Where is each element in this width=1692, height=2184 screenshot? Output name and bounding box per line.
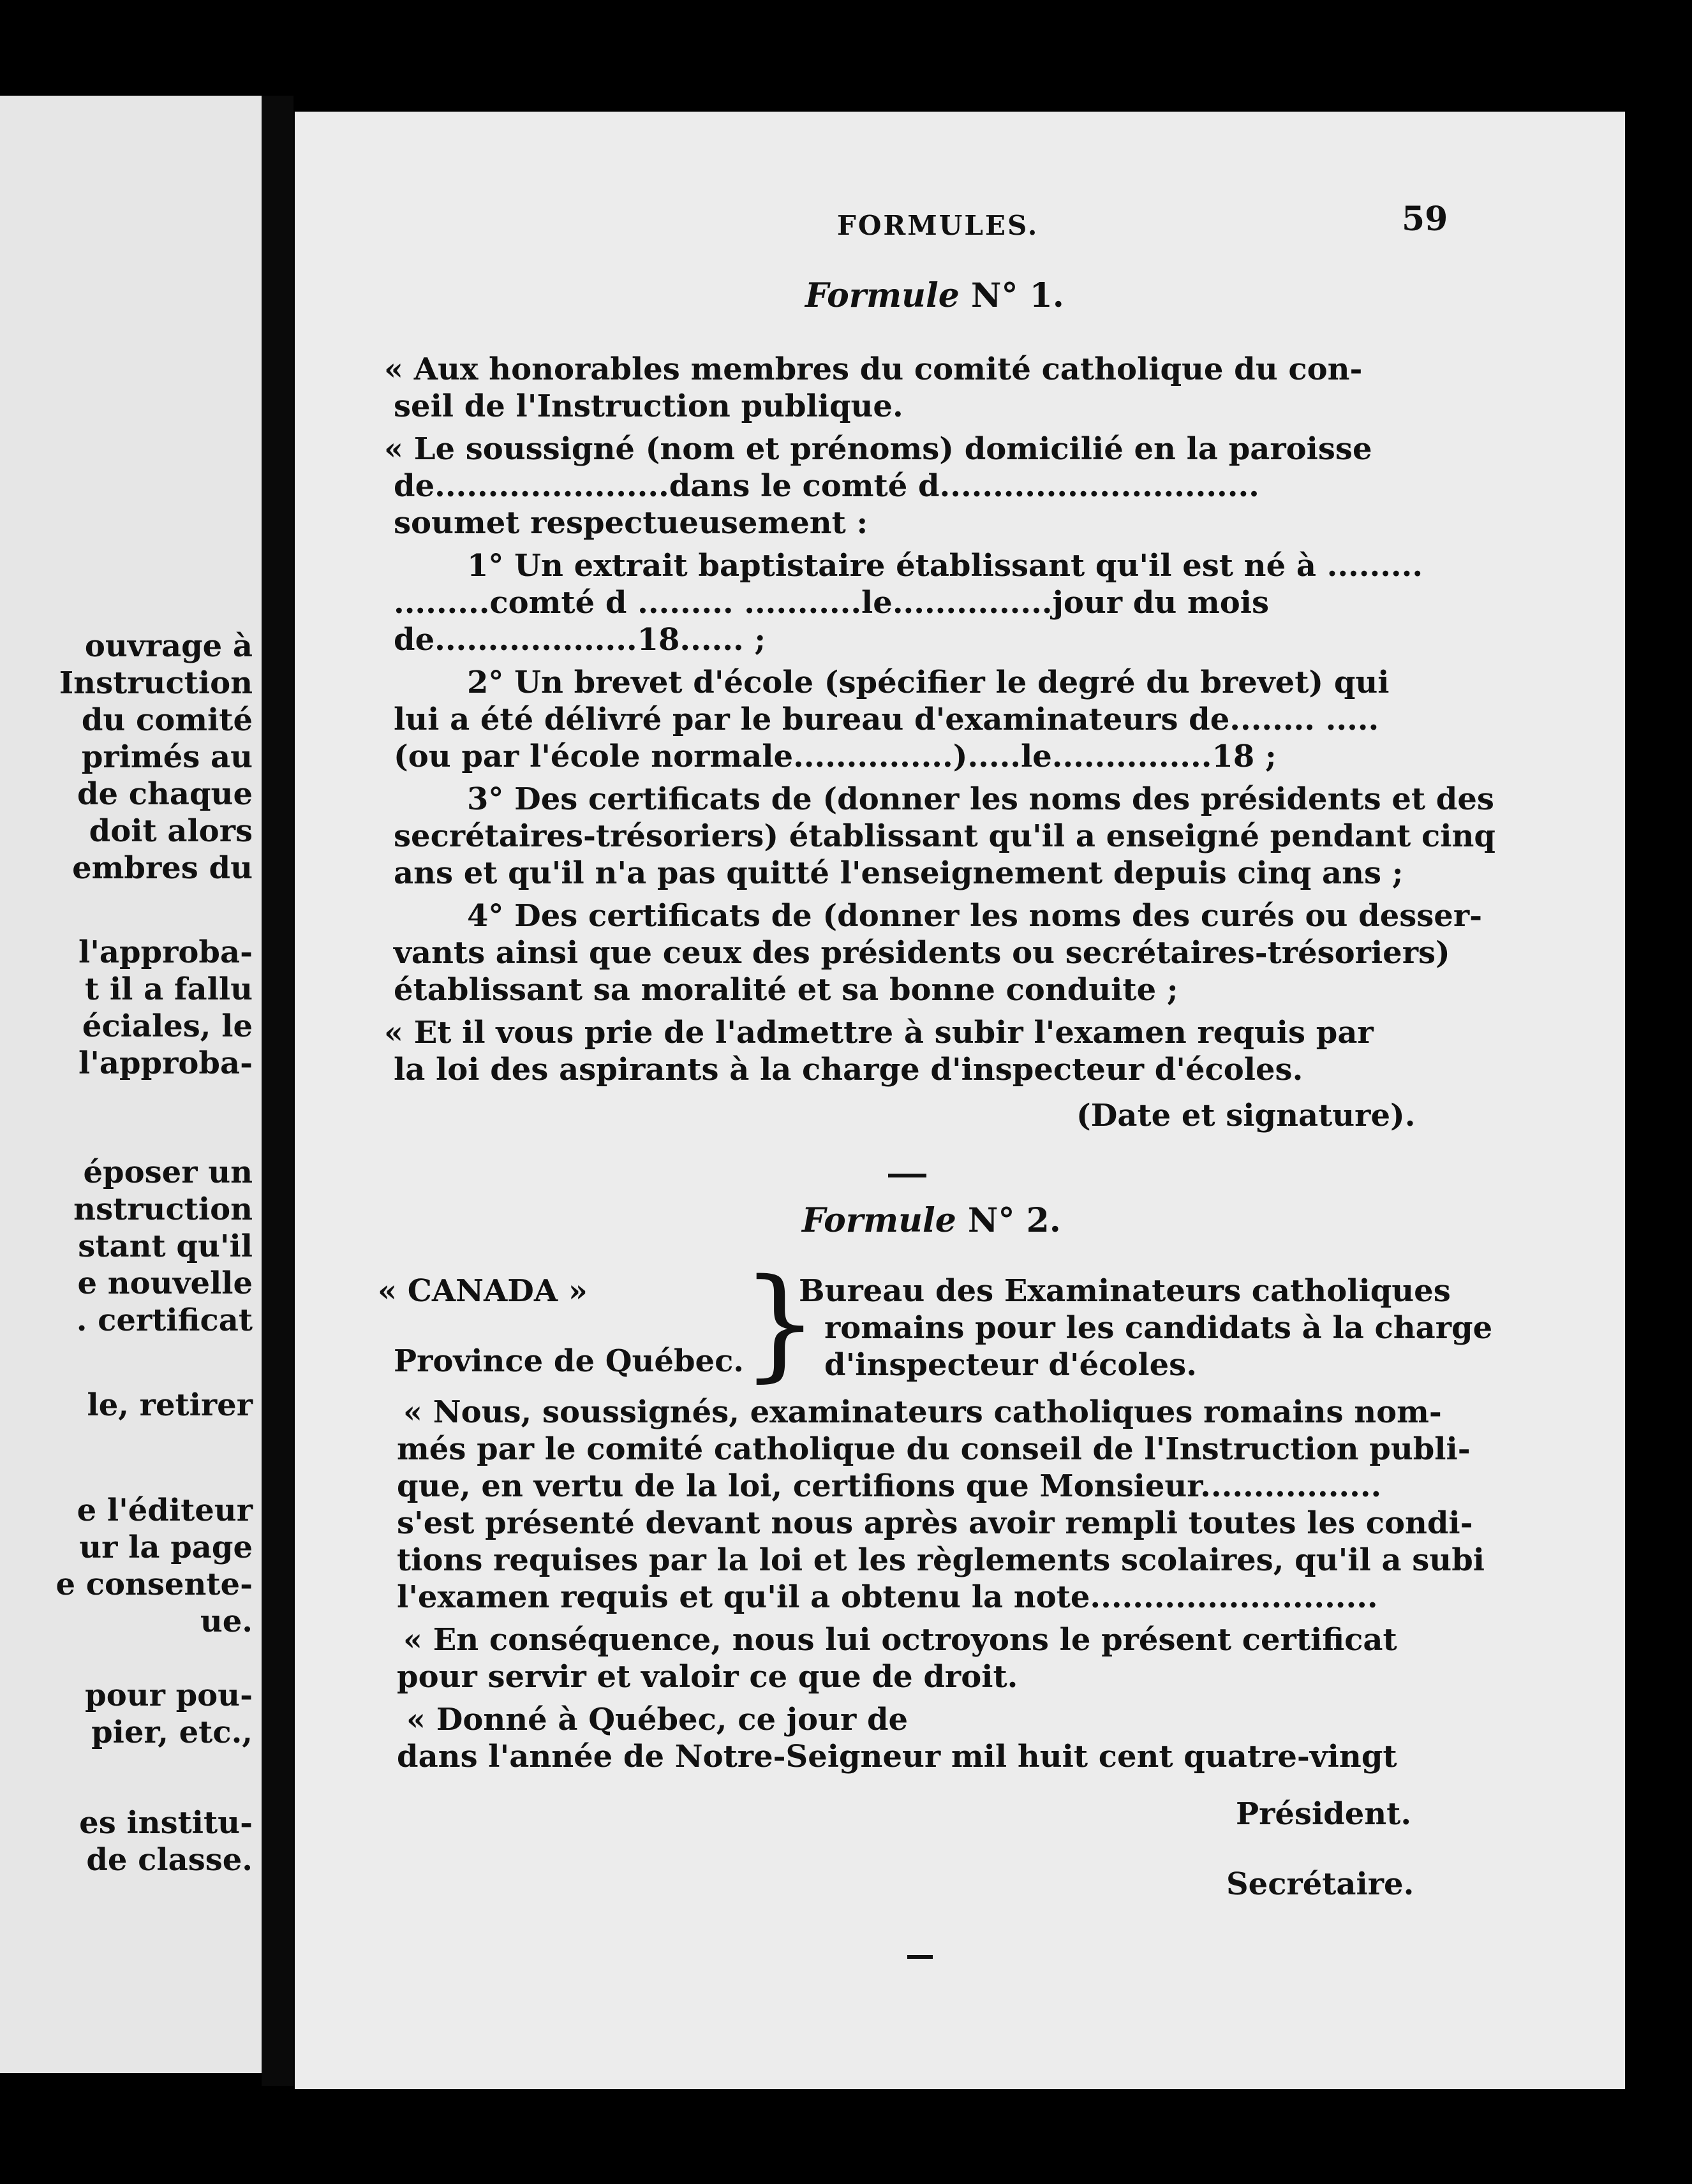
left-page-line: ue. [200, 1604, 253, 1639]
formule-1-heading-number: N° 1. [959, 276, 1064, 315]
formule-1-line: secrétaires-trésoriers) établissant qu'il a enseigné pendant cinq [394, 818, 1495, 854]
left-page-line: époser un [83, 1155, 253, 1190]
formule-1-line: de......................dans le comté d.............................. [394, 468, 1259, 504]
left-page-line: de chaque [77, 776, 253, 812]
left-page-line: le, retirer [87, 1387, 253, 1423]
left-page-line: de classe. [86, 1842, 253, 1878]
left-page-line: doit alors [89, 813, 253, 849]
secretaire-label: Secrétaire. [1226, 1866, 1414, 1902]
formule-2-line: s'est présenté devant nous après avoir rempli toutes les condi- [397, 1505, 1473, 1541]
formule-2-line: « Nous, soussignés, examinateurs catholiques romains nom- [403, 1394, 1442, 1430]
formule-1-line: ans et qu'il n'a pas quitté l'enseignement depuis cinq ans ; [394, 855, 1404, 891]
formule-1-line: 1° Un extrait baptistaire établissant qu'il est né à ......... [467, 548, 1423, 584]
left-page-line: e nouvelle [77, 1265, 253, 1301]
left-page-line: Instruction [59, 665, 253, 701]
left-page-line: du comité [81, 702, 253, 738]
formule-2-line: l'examen requis et qu'il a obtenu la note........................... [397, 1579, 1378, 1615]
formule-1-line: 3° Des certificats de (donner les noms des présidents et des [467, 781, 1494, 817]
formule-1-line: soumet respectueusement : [394, 505, 868, 541]
formule-1-line: « Aux honorables membres du comité catholique du con- [384, 351, 1363, 387]
formule-1-line: de...................18...... ; [394, 622, 766, 658]
left-page-line: nstruction [73, 1192, 253, 1227]
formule-2-line: « Donné à Québec, ce jour de [406, 1702, 909, 1738]
formule-1-line: établissant sa moralité et sa bonne conduite ; [394, 972, 1178, 1008]
formule-1-line: 4° Des certificats de (donner les noms des curés ou desser- [467, 898, 1483, 934]
formule-2-heading-number: N° 2. [956, 1201, 1061, 1240]
formule-1-heading-word: Formule [805, 276, 960, 315]
left-page-line: e consente- [56, 1567, 253, 1602]
formule-2-heading-word: Formule [802, 1201, 956, 1240]
left-page-line: l'approba- [78, 1045, 253, 1081]
formule-1-line: la loi des aspirants à la charge d'inspecteur d'écoles. [394, 1052, 1303, 1088]
formule-1-line: seil de l'Instruction publique. [394, 388, 903, 424]
section-separator [888, 1174, 926, 1177]
left-page-line: t il a fallu [85, 971, 253, 1007]
page-59 [295, 112, 1625, 2089]
left-page-line: primés au [81, 739, 253, 775]
left-page-line: stant qu'il [78, 1228, 253, 1264]
formule-2-line: pour servir et valoir ce que de droit. [397, 1659, 1018, 1695]
left-page-line: pour pou- [85, 1678, 253, 1713]
brace-symbol: } [741, 1253, 819, 1394]
date-signature: (Date et signature). [1076, 1098, 1416, 1133]
left-page-fragment [0, 96, 262, 2073]
bureau-line-3: d'inspecteur d'écoles. [824, 1347, 1197, 1383]
formule-2-line: « En conséquence, nous lui octroyons le présent certificat [403, 1622, 1397, 1658]
province-label: Province de Québec. [394, 1343, 744, 1379]
left-page-line: l'approba- [78, 934, 253, 970]
formule-2-heading [802, 1202, 1061, 1239]
formule-1-line: « Et il vous prie de l'admettre à subir l'examen requis par [384, 1015, 1374, 1051]
president-label: Président. [1236, 1796, 1412, 1832]
formule-2-line: tions requises par la loi et les règlements scolaires, qu'il a subi [397, 1542, 1485, 1578]
formule-1-line: vants ainsi que ceux des présidents ou secrétaires-trésoriers) [394, 935, 1450, 971]
formule-2-line: més par le comité catholique du conseil de l'Instruction publi- [397, 1431, 1471, 1467]
left-page-line: es institu- [79, 1805, 253, 1841]
left-page-line: ur la page [79, 1530, 253, 1565]
left-page-line: éciales, le [82, 1008, 253, 1044]
bureau-line-1: Bureau des Examinateurs catholiques [799, 1273, 1451, 1309]
book-gutter [262, 96, 293, 2086]
left-page-line: ouvrage à [84, 628, 253, 664]
formule-1-heading [805, 277, 1064, 314]
formule-1-line: 2° Un brevet d'école (spécifier le degré du brevet) qui [467, 665, 1390, 700]
formule-1-line: (ou par l'école normale...............).....le...............18 ; [394, 739, 1277, 774]
end-separator [907, 1955, 933, 1959]
formule-1-line: .........comté d ......... ...........le...............jour du mois [394, 585, 1270, 621]
formule-2-line: dans l'année de Notre-Seigneur mil huit cent quatre-vingt [397, 1739, 1397, 1774]
formule-1-line: lui a été délivré par le bureau d'examinateurs de........ ..... [394, 702, 1379, 737]
running-header: FORMULES. [837, 210, 1039, 241]
left-page-line: . certificat [76, 1302, 253, 1338]
left-page-line: embres du [72, 850, 253, 886]
page-number: 59 [1402, 200, 1448, 239]
formule-1-line: « Le soussigné (nom et prénoms) domicilié en la paroisse [384, 431, 1372, 467]
formule-2-line: que, en vertu de la loi, certifions que Monsieur................. [397, 1468, 1382, 1504]
left-page-line: pier, etc., [91, 1715, 253, 1750]
canada-label: « CANADA » [378, 1273, 588, 1309]
bureau-line-2: romains pour les candidats à la charge [824, 1310, 1493, 1346]
left-page-line: e l'éditeur [77, 1493, 253, 1528]
